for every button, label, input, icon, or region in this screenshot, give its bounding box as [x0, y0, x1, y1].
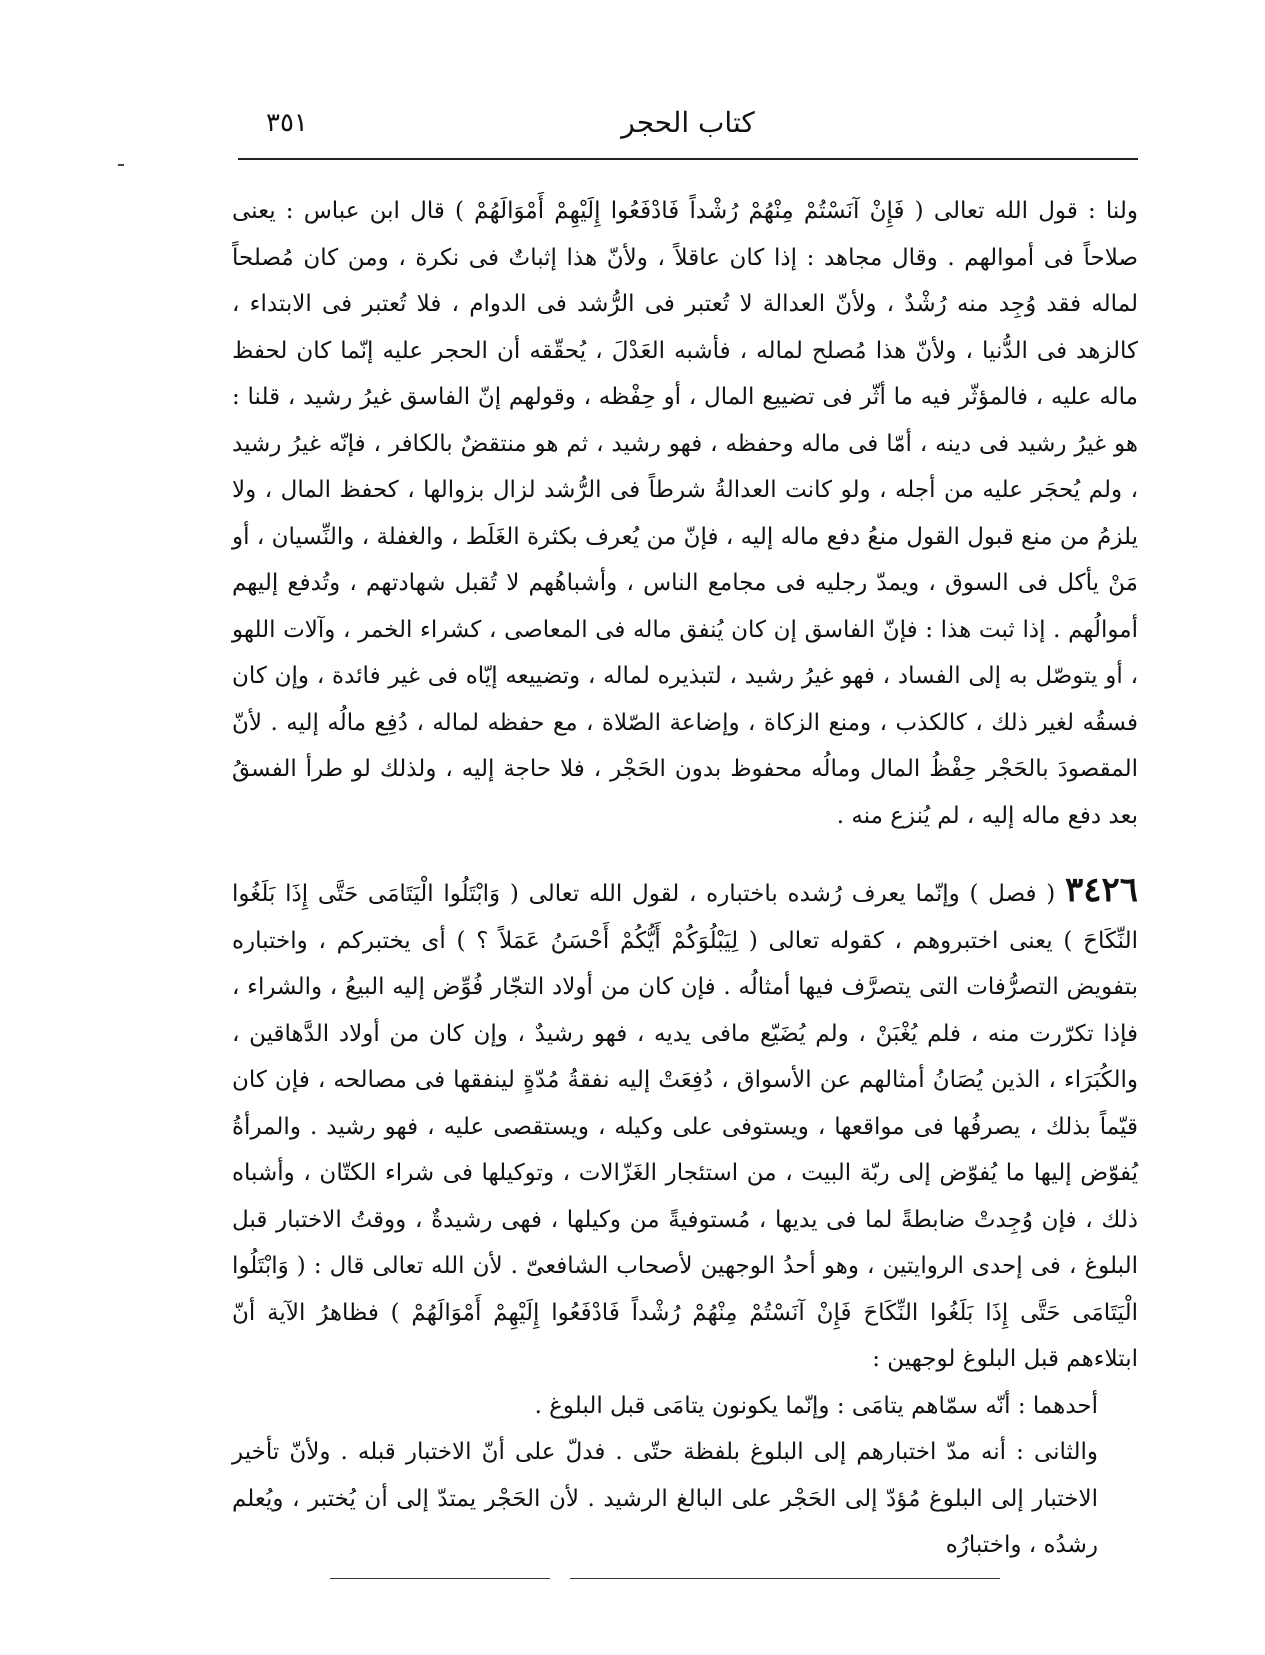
paragraph-1: ولنا : قول الله تعالى ( فَإِنْ آنَسْتُمْ مِنْهُمْ رُشْداً فَادْفَعُوا إِلَيْهِمْ أَمْوَالَهُمْ ) قال ابن عباس : يعنى صلاحاً فى أموالهم . وقال مجاهد : إذا كان عاقلاً ، ولأنّ هذا إثباتٌ فى نكرة ، ومن كان مُصلحاً لماله فقد وُجِد منه رُشْدٌ ، ولأنّ العدالة لا تُعتبر فى الرُّشد فى الدوام ، فلا تُعتبر فى الابتداء ، كالزهد فى الدُّنيا ، ولأنّ هذا مُصلح لماله ، فأشبه العَدْلَ ، يُحقّقه أن الحجر عليه إنّما كان لحفظ ماله عليه ، فالمؤثّر فيه ما أثّر فى تضييع المال ، أو حِفْظه ، وقولهم إنّ الفاسق غيرُ رشيد ، قلنا : هو غيرُ رشيد فى دينه ، أمّا فى ماله وحفظه ، فهو رشيد ، ثم هو منتقضٌ بالكافر ، فإنّه غيرُ رشيد ، ولم يُحجَر عليه من أجله ، ولو كانت العدالةُ شرطاً فى الرُّشد لزال بزوالها ، كحفظ المال ، ولا يلزمُ من منع قبول القول منعُ دفع ماله إليه ، فإنّ من يُعرف بكثرة الغَلَط ، والغفلة ، والنِّسيان ، أو مَنْ يأكل فى السوق ، ويمدّ رجليه فى مجامع الناس ، وأشباهُهم لا تُقبل شهادتهم ، وتُدفع إليهم أموالُهم . إذا ثبت هذا : فإنّ الفاسق إن كان يُنفق ماله فى المعاصى ، كشراء الخمر ، وآلات اللهو ، أو يتوصّل به إلى الفساد ، فهو غيرُ رشيد ، لتبذيره لماله ، وتضييعه إيّاه فى غير فائدة ، وإن كان فسقُه لغير ذلك ، كالكذب ، ومنع الزكاة ، وإضاعة الصّلاة ، مع حفظه لماله ، دُفِع مالُه إليه . لأنّ المقصودَ بالحَجْر حِفْظُ المال ومالُه محفوظ بدون الحَجْر ، فلا حاجة إليه ، ولذلك لو طرأ الفسقُ بعد دفع ماله إليه ، لم يُنزع منه . [232, 198, 1139, 829]
paragraph-4: والثانى : أنه مدّ اختبارهم إلى البلوغ بلفظة حتّى . فدلّ على أنّ الاختبار قبله . ولأنّ تأخير الاختبار إلى البلوغ مُؤدّ إلى الحَجْر على البالغ الرشيد . لأن الحَجْر يمتدّ إلى أن يُختبر ، ويُعلم رشدُه ، واختبارُه [232, 1439, 1098, 1558]
page-header [238, 100, 1138, 150]
paragraph-3: أحدهما : أنّه سمّاهم يتامَى : وإنّما يكونون يتامَى قبل البلوغ . [534, 1392, 1098, 1419]
paragraph-2 [232, 867, 1138, 1383]
page-number: ٣٥١ [266, 108, 308, 138]
body-text [232, 188, 1138, 1569]
footer-rules [330, 1578, 1000, 1580]
section-number: ٣٤٢٦ [1064, 870, 1138, 910]
footer-rule-right [570, 1578, 1000, 1579]
stray-mark [118, 164, 124, 166]
paragraph-2-text: ( فصل ) وإنّما يعرف رُشده باختباره ، لقول الله تعالى ( وَابْتَلُوا الْيَتَامَى حَتَّى إِذَا بَلَغُوا النِّكَاحَ ) يعنى اختبروهم ، كقوله تعالى ( لِيَبْلُوَكُمْ أَيُّكُمْ أَحْسَنُ عَمَلاً ؟ ) أى يختبركم ، واختباره بتفويض التصرُّفات التى يتصرَّف فيها أمثالُه . فإن كان من أولاد التجّار فُوِّض إليه البيعُ ، والشراء ، فإذا تكرّرت منه ، فلم يُغْبَنْ ، ولم يُضَيّع مافى يديه ، فهو رشيدٌ ، وإن كان من أولاد الدَّهاقين ، والكُبَرَاء ، الذين يُصَانُ أمثالهم عن الأسواق ، دُفِعَتْ إليه نفقةُ مُدّةٍ لينفقها فى مصالحه ، فإن كان قيّماً بذلك ، يصرفُها فى مواقعها ، ويستوفى على وكيله ، ويستقصى عليه ، فهو رشيد . والمرأةُ يُفوّض إليها ما يُفوّض إلى ربّة البيت ، من استئجار الغَزّالات ، وتوكيلها فى شراء الكتّان ، وأشباه ذلك ، فإن وُجِدتْ ضابطةً لما فى يديها ، مُستوفيةً من وكيلها ، فهى رشيدةٌ ، ووقتُ الاختبار قبل البلوغ ، فى إحدى الروايتين ، وهو أحدُ الوجهين لأصحاب الشافعىّ . لأن الله تعالى قال : ( وَابْتَلُوا الْيَتَامَى حَتَّى إِذَا بَلَغُوا النِّكَاحَ فَإِنْ آنَسْتُمْ مِنْهُمْ رُشْداً فَادْفَعُوا إِلَيْهِمْ أَمْوَالَهُمْ ) فظاهرُ الآية أنّ ابتلاءهم قبل البلوغ لوجهين : [232, 881, 1138, 1372]
running-title: كتاب الحجر [621, 106, 755, 139]
footer-rule-left [330, 1578, 550, 1579]
header-rule [238, 158, 1138, 160]
